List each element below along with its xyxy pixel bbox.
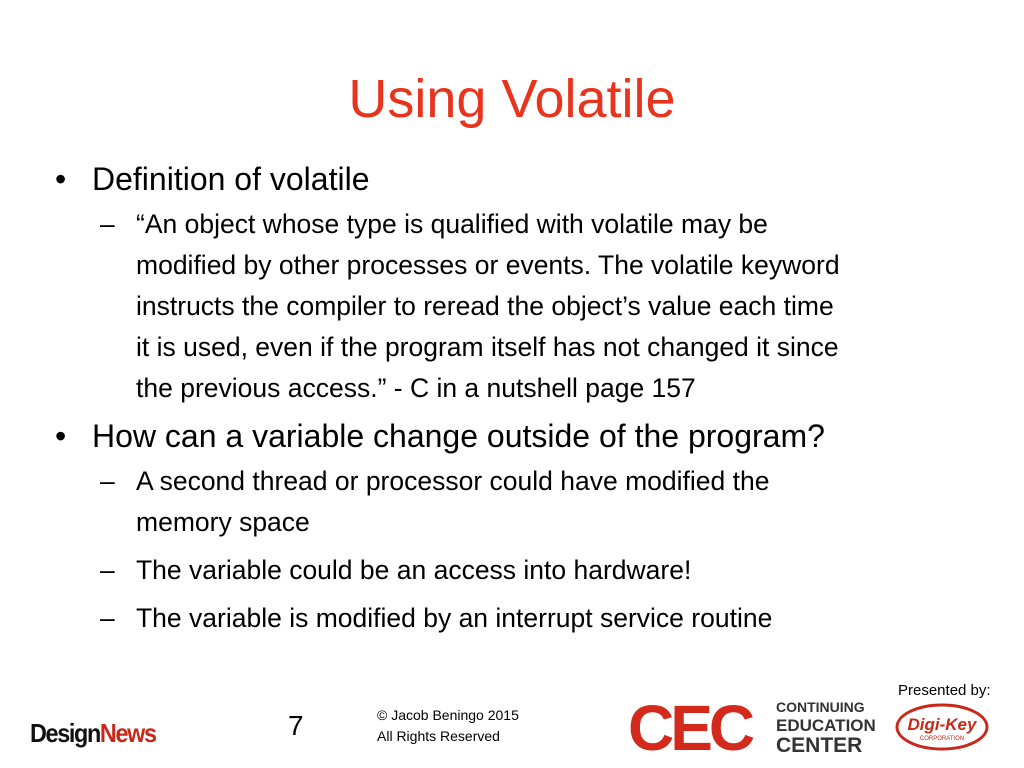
presented-by-label: Presented by: xyxy=(898,682,991,699)
page-number: 7 xyxy=(288,710,304,741)
copyright-notice xyxy=(377,705,519,747)
sub-bullet-line: “An object whose type is qualified with volatile may be xyxy=(136,209,768,239)
sub-bullet-marker: – xyxy=(100,603,115,633)
sub-bullet-marker: – xyxy=(100,466,115,496)
sub-bullet-line: The variable is modified by an interrupt service routine xyxy=(136,603,773,633)
cec-logo-line3: CENTER xyxy=(776,734,863,757)
cec-logo-line1: CONTINUING xyxy=(776,699,865,715)
designnews-logo-part2: News xyxy=(99,718,156,748)
bullet-marker: • xyxy=(55,418,67,454)
bullet-text: How can a variable change outside of the program? xyxy=(92,418,825,454)
bullet-item xyxy=(50,158,1000,200)
digikey-logo-name: Digi-Key xyxy=(907,715,977,734)
sub-bullet-line: The variable could be an access into hardware! xyxy=(136,555,692,585)
sub-bullet-marker: – xyxy=(100,209,115,239)
sub-bullet-item xyxy=(50,598,1000,639)
sub-bullet-item xyxy=(50,204,1000,409)
sub-bullet-item xyxy=(50,550,1000,591)
cec-logo-letters: CEC xyxy=(628,698,752,758)
sub-bullet-line: modified by other processes or events. The volatile keyword xyxy=(136,250,840,280)
bullet-text: Definition of volatile xyxy=(92,161,370,197)
digikey-logo-sub: CORPORATION xyxy=(919,736,965,742)
copyright-line: © Jacob Beningo 2015 xyxy=(377,707,519,723)
sub-bullet-item xyxy=(50,461,1000,543)
digikey-logo xyxy=(895,703,990,751)
bullet-marker: • xyxy=(55,161,67,197)
sub-bullet-line: it is used, even if the program itself has not changed it since xyxy=(136,332,839,362)
designnews-logo-part1: Design xyxy=(30,718,100,748)
sub-bullet-line: instructs the compiler to reread the object’s value each time xyxy=(136,291,834,321)
sub-bullet-line: the previous access.” - C in a nutshell page 157 xyxy=(136,373,696,403)
sub-bullet-marker: – xyxy=(100,555,115,585)
designnews-logo xyxy=(30,718,156,749)
cec-logo xyxy=(628,698,883,758)
cec-logo-line2: EDUCATION xyxy=(776,716,876,735)
slide-title: Using Volatile xyxy=(348,69,676,129)
slide-body xyxy=(50,158,1000,639)
sub-bullet-line: memory space xyxy=(136,507,310,537)
sub-bullet-line: A second thread or processor could have modified the xyxy=(136,466,770,496)
bullet-item xyxy=(50,415,1000,457)
copyright-line: All Rights Reserved xyxy=(377,728,500,744)
